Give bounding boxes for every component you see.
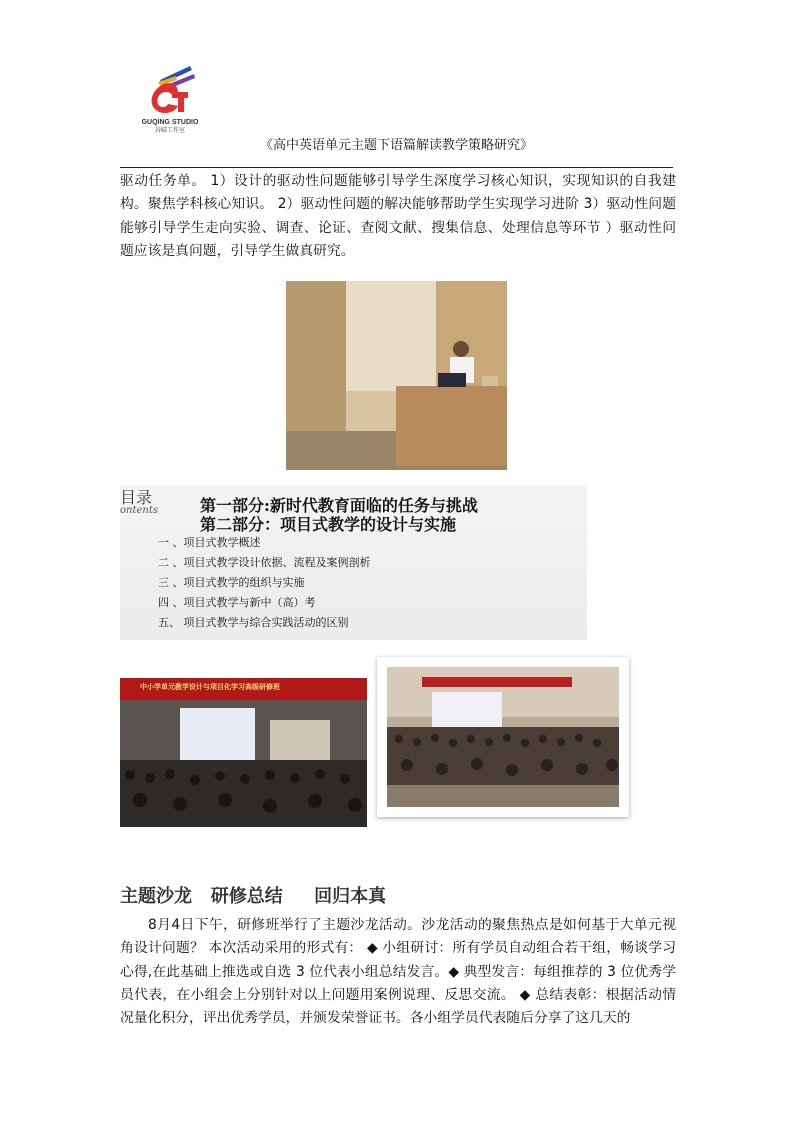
hall-banner-text: 中小学单元教学设计与项目化学习高级研修班 <box>140 683 280 691</box>
slide-part-1: 第一部分:新时代教育面临的任务与挑战 <box>200 496 478 515</box>
contents-slide-image <box>120 485 587 640</box>
lecture-hall-photo-right <box>377 657 629 817</box>
body-paragraph-1: 驱动任务单。 1）设计的驱动性问题能够引导学生深度学习核心知识，实现知识的自我建构。聚焦学科核心知识。 2）驱动性问题的解决能够帮助学生实现学习进阶 3）驱动性问题能够引导学生走向实验、调查、论证、查阅文献、搜集信息、处理信息等环节 ）驱动性问题应该是真问题，引导学生做真研究。 <box>120 173 676 259</box>
header-divider <box>120 167 673 168</box>
slide-corner-title: 目录 <box>120 488 153 507</box>
section-heading: 主题沙龙 研修总结 回归本真 <box>120 886 387 907</box>
lecture-hall-scene <box>120 700 367 827</box>
lecture-hall-photo-left <box>120 678 367 827</box>
auditorium-scene <box>387 667 619 807</box>
slide-item: 三 、项目式教学的组织与实施 <box>158 576 305 589</box>
slide-item: 一 、项目式教学概述 <box>158 536 261 549</box>
slide-item: 二 、项目式教学设计依据、流程及案例剖析 <box>158 556 371 569</box>
body-paragraph-2: 8月4日下午，研修班举行了主题沙龙活动。沙龙活动的聚焦热点是如何基于大单元视角设计问题？ 本次活动采用的形式有： ◆ 小组研讨：所有学员自动组合若干组，畅谈学习心得,在此基础上推选或自选 3 位代表小组总结发言。◆ 典型发言：每组推荐的 3 位优秀学员代表，在小组会上分别针对以上问题用案例说理、反思交流。 ◆ 总结表彰：根据活动情况量化积分，评出优秀学员，并颁发荣誉证书。各小组学员代表随后分享了这几天的 <box>120 917 676 1027</box>
document-header-title: 《高中英语单元主题下语篇解读教学策略研究》 <box>259 138 533 153</box>
slide-corner-subtitle: ontents <box>120 505 158 516</box>
logo-name: GUQING STUDIO <box>141 119 199 126</box>
slide-part-2: 第二部分：项目式教学的设计与实施 <box>200 515 457 534</box>
slide-item: 五、 项目式教学与综合实践活动的区别 <box>158 616 349 629</box>
speaker-photo <box>286 281 507 470</box>
slide-item: 四 、项目式教学与新中（高）考 <box>158 596 316 609</box>
logo-subname: 谷晴工作室 <box>154 128 185 134</box>
